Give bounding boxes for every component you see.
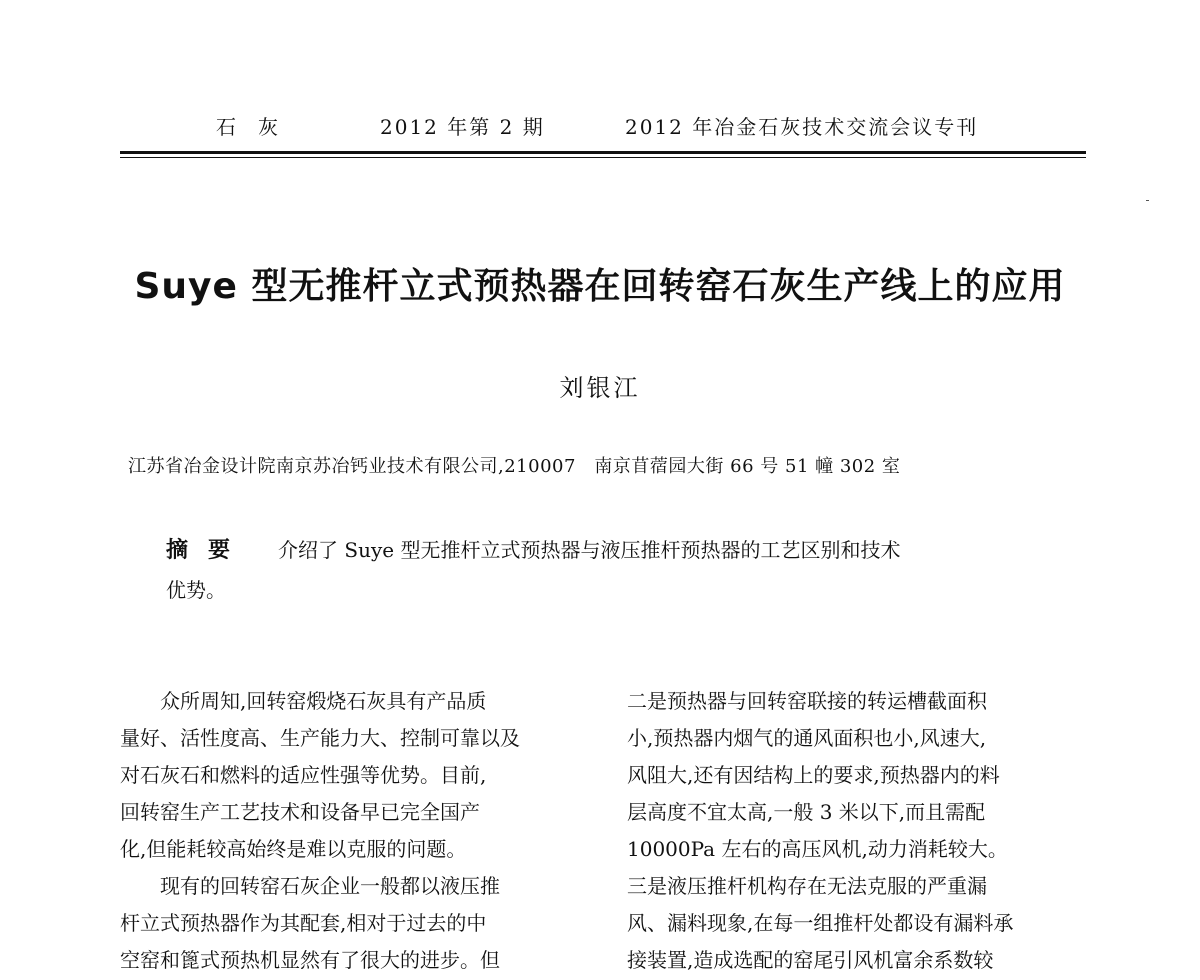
- issue-number: 2012 年第 2 期: [380, 115, 545, 139]
- author-name: 刘银江: [559, 374, 641, 402]
- body-line: 量好、活性度高、生产能力大、控制可靠以及: [120, 726, 520, 750]
- paper-title: Suye 型无推杆立式预热器在回转窑石灰生产线上的应用: [134, 266, 1066, 307]
- body-column-right: [627, 683, 1089, 979]
- body-line: 现有的回转窑石灰企业一般都以液压推: [160, 874, 500, 898]
- body-line: 10000Pa 左右的高压风机,动力消耗较大。: [627, 837, 1008, 861]
- body-line: 三是液压推杆机构存在无法克服的严重漏: [627, 874, 987, 898]
- running-header: [120, 112, 1086, 152]
- body-line: 风阻大,还有因结构上的要求,预热器内的料: [627, 763, 1000, 787]
- header-rule-thin: [120, 157, 1086, 158]
- body-line: 风、漏料现象,在每一组推杆处都设有漏料承: [627, 911, 1014, 935]
- body-line: 对石灰石和燃料的适应性强等优势。目前,: [120, 763, 487, 787]
- abstract-label: 摘要: [166, 538, 251, 563]
- scan-speck: [1146, 200, 1149, 201]
- abstract-line-2: 优势。: [166, 578, 226, 602]
- body-line: 空窑和篦式预热机显然有了很大的进步。但: [120, 948, 500, 972]
- journal-name: 石灰: [216, 115, 300, 139]
- body-line: 二是预热器与回转窑联接的转运槽截面积: [627, 689, 987, 713]
- body-line: 回转窑生产工艺技术和设备早已完全国产: [120, 800, 480, 824]
- body-line: 杆立式预热器作为其配套,相对于过去的中: [120, 911, 487, 935]
- body-line: 众所周知,回转窑煅烧石灰具有产品质: [160, 689, 487, 713]
- author-affiliation: 江苏省冶金设计院南京苏冶钙业技术有限公司,210007 南京苜蓿园大街 66 号 51 幢 302 室: [128, 456, 901, 477]
- body-line: 化,但能耗较高始终是难以克服的问题。: [120, 837, 467, 861]
- abstract-line-1: [166, 530, 1046, 570]
- body-line: 层高度不宜太高,一般 3 米以下,而且需配: [627, 800, 986, 824]
- abstract-text-1: 介绍了 Suye 型无推杆立式预热器与液压推杆预热器的工艺区别和技术: [278, 538, 901, 562]
- header-rule-thick: [120, 151, 1086, 154]
- body-line: 小,预热器内烟气的通风面积也小,风速大,: [627, 726, 987, 750]
- body-column-left: [120, 683, 582, 979]
- abstract: [166, 530, 1046, 610]
- body-line: 接装置,造成选配的窑尾引风机富余系数较: [627, 948, 994, 972]
- special-issue-title: 2012 年冶金石灰技术交流会议专刊: [625, 115, 979, 139]
